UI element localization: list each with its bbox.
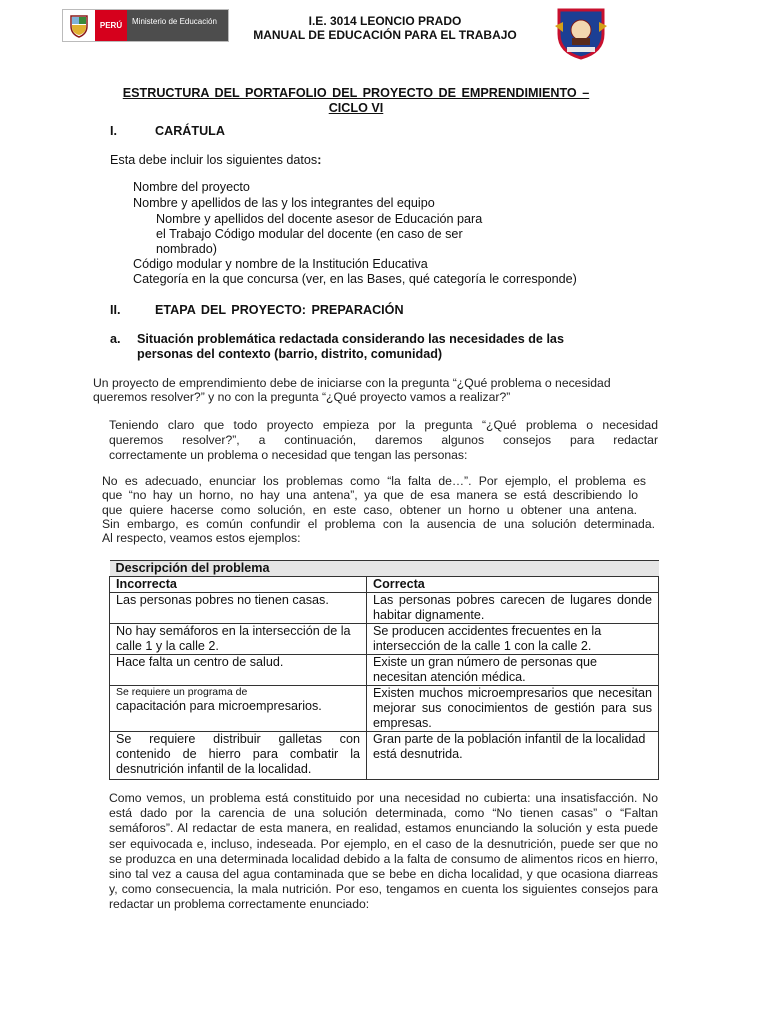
cell-correct: Las personas pobres carecen de lugares donde habitar dignamente. [367,593,659,624]
section-1-title: CARÁTULA [155,124,225,138]
table-row [110,732,659,780]
cell-incorrect [110,686,367,732]
cell-incorrect-small-line: Se requiere un programa de [116,686,248,698]
column-header-correct: Correcta [367,577,659,593]
section-1-number: I. [110,124,117,138]
paragraph-1-line1: Un proyecto de emprendimiento debe de iniciarse con la pregunta “¿Qué problema o necesidad [93,376,611,390]
coat-of-arms-icon [63,10,95,41]
table-caption-row [110,561,659,577]
paragraph-2-line2: queremos resolver?”, a continuación, daremos algunos consejos para redactar [109,433,658,447]
table-header-row [110,577,659,593]
cell-correct: Gran parte de la población infantil de la localidad está desnutrida. [367,732,659,780]
paragraph-3-line5: Al respecto, veamos estos ejemplos: [102,531,301,545]
cell-incorrect: Hace falta un centro de salud. [110,655,367,686]
cell-incorrect: No hay semáforos en la intersección de la calle 1 y la calle 2. [110,624,367,655]
document-title-line2: CICLO VI [328,101,384,115]
problem-description-table [109,560,659,780]
paragraph-4: Como vemos, un problema está constituido por una necesidad no cubierta: una insatisfacción. No está dado por la carencia de una solución determinada, como “No tienen casas” o “Faltan semáforos”. Al redactar de esta manera, en realidad, estamos enunciando la solución y esta puede ser equivocada e, incluso, indeseada. Por ejemplo, en el caso de la desnutrición, puede ser que no se produzca en una determinada localidad debido a la falta de consumo de alimentos ricos en hierro, sino tal vez a causa del agua contaminada que se bebe en dicha localidad, y que ocasiona diarreas y, como consecuencia, la mala nutrición. Por eso, tengamos en cuenta los siguientes consejos para redactar un problema correctamente enunciado: [109,791,658,912]
paragraph-2-line3: correctamente un problema o necesidad que tengan las personas: [109,448,468,462]
caratula-item: Código modular y nombre de la Institución Educativa [133,257,428,271]
cell-incorrect-line: capacitación para microempresarios. [116,699,322,713]
logo-ministry: Ministerio de Educación [127,10,228,41]
ministry-logo [62,9,229,42]
paragraph-3-line4: Sin embargo, es común confundir el problema con la ausencia de una solución determinada. [102,517,655,531]
paragraph-3-line2: que “no hay un horno, no hay una antena”, ya que de esa manera se está describiendo lo [102,488,638,502]
subsection-a-letter: a. [110,332,121,346]
caratula-item: Nombre y apellidos de las y los integrantes del equipo [133,196,435,210]
cell-correct: Se producen accidentes frecuentes en la intersección de la calle 1 con la calle 2. [367,624,659,655]
cell-incorrect: Las personas pobres no tienen casas. [110,593,367,624]
section-1-intro: Esta debe incluir los siguientes datos: [110,153,322,167]
table-row [110,655,659,686]
caratula-item: el Trabajo Código modular del docente (en caso de ser [156,227,463,241]
section-2-title: ETAPA DEL PROYECTO: PREPARACIÓN [155,303,404,317]
subsection-a-title-line1: Situación problemática redactada considerando las necesidades de las [137,332,564,346]
subsection-a-title-line2: personas del contexto (barrio, distrito, comunidad) [137,347,443,361]
cell-correct: Existen muchos microempresarios que necesitan mejorar sus conocimientos de gestión para sus empresas. [367,686,659,732]
logo-country: PERÚ [95,10,127,41]
paragraph-1-line2: queremos resolver?” y no con la pregunta “¿Qué proyecto vamos a realizar?” [93,390,511,404]
document-title-line1: ESTRUCTURA DEL PORTAFOLIO DEL PROYECTO DE EMPRENDIMIENTO – [122,86,590,100]
caratula-item: Nombre del proyecto [133,180,250,194]
cell-correct: Existe un gran número de personas que necesitan atención médica. [367,655,659,686]
table-caption: Descripción del problema [110,561,659,577]
caratula-item: Nombre y apellidos del docente asesor de Educación para [156,212,483,226]
cell-incorrect: Se requiere distribuir galletas con contenido de hierro para combatir la desnutrición infantil de la localidad. [110,732,367,780]
caratula-item: Categoría en la que concursa (ver, en las Bases, qué categoría le corresponde) [133,272,577,286]
school-name: I.E. 3014 LEONCIO PRADO [308,14,462,28]
paragraph-3-line3: que quiere hacerse como solución, en este caso, obtener un horno u obtener una antena. [102,503,637,517]
paragraph-2-line1: Teniendo claro que todo proyecto empieza por la pregunta “¿Qué problema o necesidad [109,418,658,432]
table-row [110,624,659,655]
column-header-incorrect: Incorrecta [110,577,367,593]
paragraph-3-line1: No es adecuado, enunciar los problemas como “la falta de…”. Por ejemplo, el problema es [102,474,646,488]
caratula-item: nombrado) [156,242,217,256]
section-2-number: II. [110,303,121,317]
table-row [110,593,659,624]
manual-title: MANUAL DE EDUCACIÓN PARA EL TRABAJO [253,28,517,42]
table-row [110,686,659,732]
school-crest-icon [553,6,609,60]
